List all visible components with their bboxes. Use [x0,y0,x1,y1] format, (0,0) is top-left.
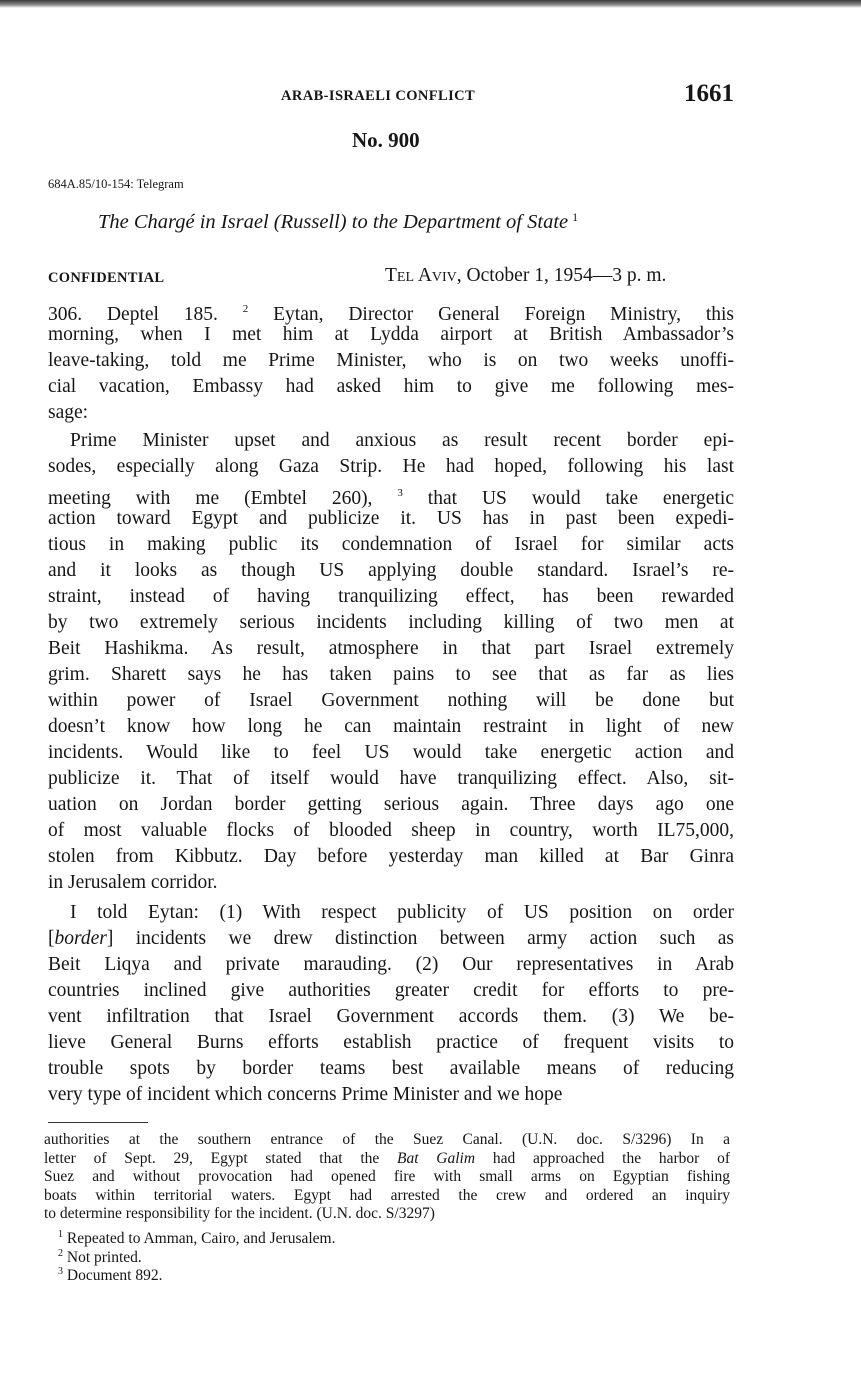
dateline [385,265,666,287]
footnote-ref: 1 [572,210,579,224]
text-run: authorities at the southern entrance of the Suez Canal. (U.N. doc. S/3296) In a [44,1131,730,1148]
footnote-ref: 2 [242,303,249,315]
text-line [48,870,734,896]
text-line [48,714,734,740]
text-run: and it looks as though US applying double standard. Israel’s re- [48,560,734,581]
text-run: lieve General Burns efforts establish practice of frequent visits to [48,1032,734,1053]
text-line [48,1030,734,1056]
footnotes [44,1226,730,1282]
footnote-ref: 2 [58,1247,63,1259]
text-run: tious in making public its condemnation of Israel for similar acts [48,534,734,555]
classification-label: CONFIDENTIAL [48,270,165,286]
page-number: 1661 [684,80,734,107]
footnote-ref: 1 [58,1229,63,1240]
text-run: of most valuable flocks of blooded sheep in country, worth IL75,000, [48,820,734,841]
text-line [48,740,734,766]
paragraph-2 [48,428,734,896]
text-line [48,766,734,792]
text-run: vent infiltration that Israel Government accords them. (3) We be- [48,1006,734,1027]
text-line [48,428,734,454]
text-run: Eytan, Director General Foreign Ministry, this [248,304,734,325]
text-run: in Jerusalem corridor. [48,872,218,893]
text-run: morning, when I met him at Lydda airport at British Ambassador’s [48,324,734,345]
text-line [48,506,734,532]
footnote-ref: 3 [58,1266,63,1277]
text-run: by two extremely serious incidents including killing of two men at [48,612,734,633]
text-run: sage: [48,402,89,423]
text-line [44,1131,730,1150]
text-line [48,558,734,584]
text-line [44,1150,730,1169]
footnote [44,1245,730,1264]
text-run: incidents. Would like to feel US would take energetic action and [48,742,734,763]
text-run: sodes, especially along Gaza Strip. He had hoped, following his last [48,456,734,477]
text-run: boats within territorial waters. Egypt had arrested the crew and ordered an inquiry [44,1186,730,1204]
footnote-ref: 3 [397,487,403,499]
text-line [48,532,734,558]
text-line [48,818,734,844]
text-run: publicize it. That of itself would have tranquilizing effect. Also, sit- [48,768,734,789]
document-title-text: The Chargé in Israel (Russell) to the Department of State [98,211,569,233]
text-line [48,374,734,400]
text-run: letter of Sept. 29, Egypt stated that the [44,1149,398,1167]
text-line [48,1004,734,1030]
text-line [48,400,734,426]
text-run: Not printed. [63,1248,142,1266]
text-line [48,636,734,662]
dateline-place: Tel Aviv [385,265,457,286]
text-line [44,1168,730,1187]
text-line [48,296,734,325]
text-run: straint, instead of having tranquilizing effect, has been rewarded [48,586,734,607]
text-run: doesn’t know how long he can maintain restraint in light of new [48,716,734,737]
text-run: cial vacation, Embassy had asked him to give me following mes- [48,376,734,397]
text-line [48,584,734,610]
text-line [48,662,734,688]
dateline-date: , October 1, 1954—3 p. m. [456,265,667,286]
text-line [48,322,734,348]
text-line [44,1187,730,1206]
running-head: ARAB-ISRAELI CONFLICT [281,88,476,104]
text-run: leave-taking, told me Prime Minister, who is on two weeks unoffi- [48,350,734,371]
text-run: I told Eytan: (1) With respect publicity of US position on order [70,902,734,923]
text-run: Beit Liqya and private marauding. (2) Our representatives in Arab [48,954,734,975]
text-line [48,792,734,818]
document-number: No. 900 [352,128,420,152]
text-run: to determine responsibility for the incident. (U.N. doc. S/3297) [44,1205,435,1222]
text-line [48,480,734,509]
text-line [48,952,734,978]
text-run: that US would take energetic [402,488,734,509]
italic-text: Bat Galim [397,1149,476,1167]
text-run: had approached the harbor of [475,1149,730,1167]
text-line [48,844,734,870]
text-run: trouble spots by border teams best available means of reducing [48,1058,734,1079]
italic-text: border [54,928,107,949]
paragraph-1 [48,296,734,426]
text-run: Beit Hashikma. As result, atmosphere in that part Israel extremely [48,638,734,659]
text-run: within power of Israel Government nothing will be done but [48,690,734,711]
text-line [48,926,734,952]
text-line [48,1056,734,1082]
footnote-rule [48,1122,148,1123]
text-run: 306. Deptel 185. [48,304,243,325]
text-line [48,900,734,926]
text-run: stolen from Kibbutz. Day before yesterday man killed at Bar Ginra [48,846,734,867]
text-run: action toward Egypt and publicize it. US has in past been expedi- [48,508,734,529]
text-run: Document 892. [63,1267,163,1284]
text-run: uation on Jordan border getting serious again. Three days ago one [48,794,734,815]
footnote [44,1263,730,1282]
text-line [48,1082,734,1108]
text-run: Repeated to Amman, Cairo, and Jerusalem. [63,1230,336,1247]
text-run: ] incidents we drew distinction between army action such as [106,928,734,949]
text-run: [ [48,928,55,949]
document-title [98,210,578,234]
text-run: meeting with me (Embtel 260), [48,488,398,509]
text-run: very type of incident which concerns Prime Minister and we hope [48,1084,563,1105]
footnote [44,1226,730,1245]
file-reference: 684A.85/10-154: Telegram [48,177,184,191]
paragraph-3 [48,900,734,1108]
text-run: countries inclined give authorities greater credit for efforts to pre- [48,980,734,1001]
text-run: grim. Sharett says he has taken pains to see that as far as lies [48,664,734,685]
text-line [48,454,734,480]
text-line [48,348,734,374]
text-line [44,1205,730,1224]
text-line [48,688,734,714]
text-run: Prime Minister upset and anxious as result recent border epi- [70,430,734,451]
footnote-continuation [44,1131,730,1224]
text-line [48,610,734,636]
text-line [48,978,734,1004]
scan-top-edge [0,0,861,8]
text-run: Suez and without provocation had opened fire with small arms on Egyptian fishing [44,1168,730,1185]
